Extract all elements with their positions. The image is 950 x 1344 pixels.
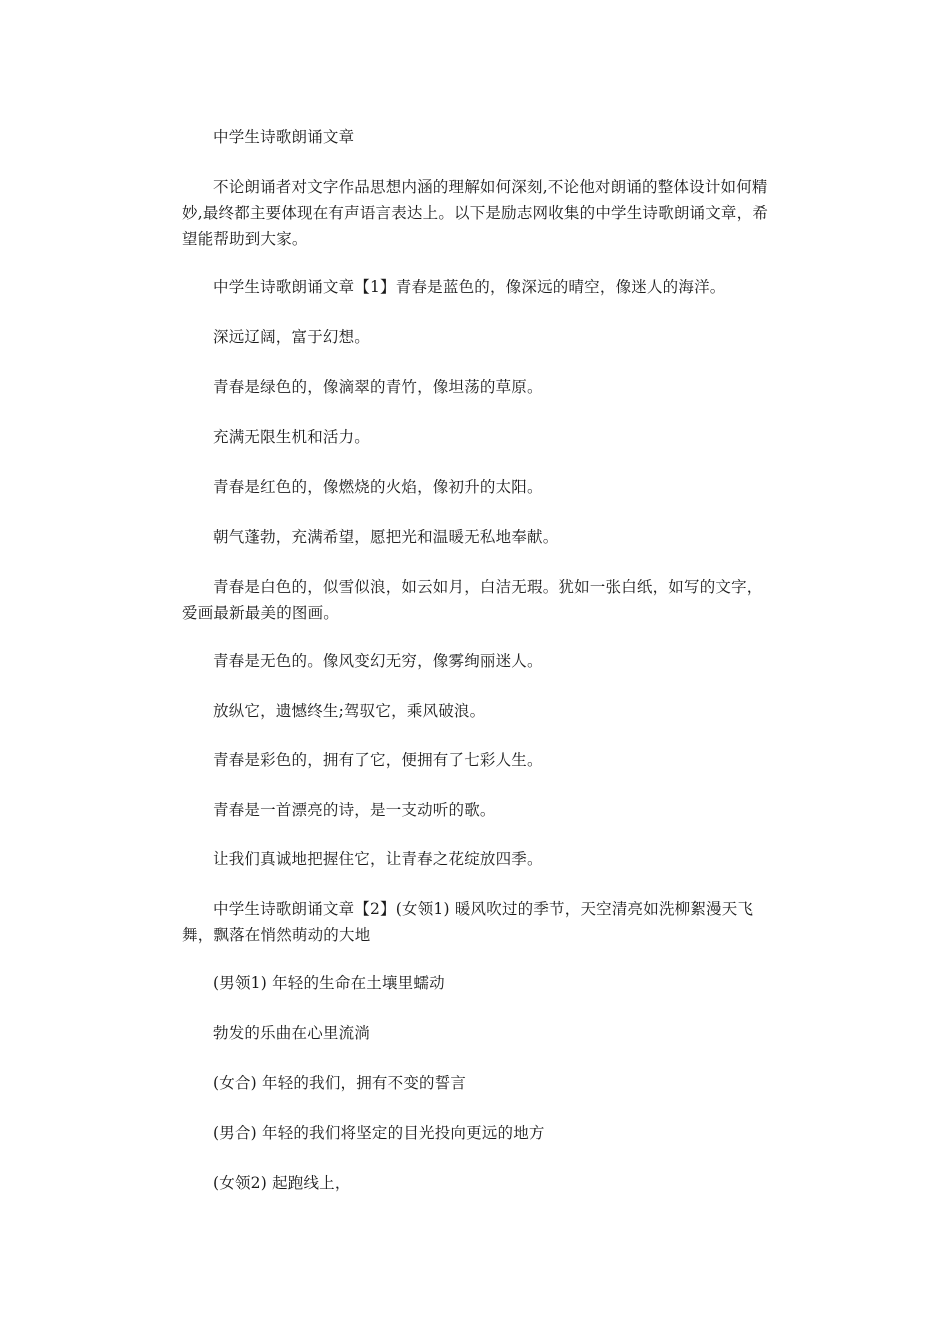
paragraph-15: (男领1) 年轻的生命在土壤里蠕动 [213, 974, 445, 992]
paragraph-12: 青春是一首漂亮的诗，是一支动听的歌。 [213, 801, 496, 819]
paragraph-17: (女合) 年轻的我们，拥有不变的誓言 [213, 1074, 467, 1092]
paragraph-16: 勃发的乐曲在心里流淌 [213, 1024, 371, 1042]
paragraph-2: 中学生诗歌朗诵文章【1】青春是蓝色的，像深远的晴空，像迷人的海洋。 [213, 278, 726, 296]
paragraph-19: (女领2) 起跑线上， [213, 1174, 351, 1192]
document-title: 中学生诗歌朗诵文章 [213, 128, 355, 146]
paragraph-11: 青春是彩色的，拥有了它，便拥有了七彩人生。 [213, 751, 543, 769]
paragraph-8: 青春是白色的，似雪似浪，如云如月，白洁无瑕。犹如一张白纸，如写的文字，爱画最新最美的图画。 [182, 578, 763, 622]
paragraph-4: 青春是绿色的，像滴翠的青竹，像坦荡的草原。 [213, 378, 543, 396]
paragraph-1: 不论朗诵者对文字作品思想内涵的理解如何深刻,不论他对朗诵的整体设计如何精妙,最终都主要体现在有声语言表达上。以下是励志网收集的中学生诗歌朗诵文章，希望能帮助到大家。 [182, 178, 769, 248]
paragraph-7: 朝气蓬勃，充满希望，愿把光和温暖无私地奉献。 [213, 528, 559, 546]
paragraph-10: 放纵它，遗憾终生;驾驭它，乘风破浪。 [213, 702, 486, 720]
paragraph-18: (男合) 年轻的我们将坚定的目光投向更远的地方 [213, 1124, 545, 1142]
paragraph-3: 深远辽阔，富于幻想。 [213, 328, 371, 346]
paragraph-6: 青春是红色的，像燃烧的火焰，像初升的太阳。 [213, 478, 543, 496]
paragraph-14: 中学生诗歌朗诵文章【2】(女领1) 暖风吹过的季节，天空清亮如洗柳絮漫天飞舞，飘落在悄然萌动的大地 [182, 900, 754, 944]
paragraph-13: 让我们真诚地把握住它，让青春之花绽放四季。 [213, 850, 543, 868]
paragraph-5: 充满无限生机和活力。 [213, 428, 371, 446]
paragraph-9: 青春是无色的。像风变幻无穷，像雾绚丽迷人。 [213, 652, 543, 670]
